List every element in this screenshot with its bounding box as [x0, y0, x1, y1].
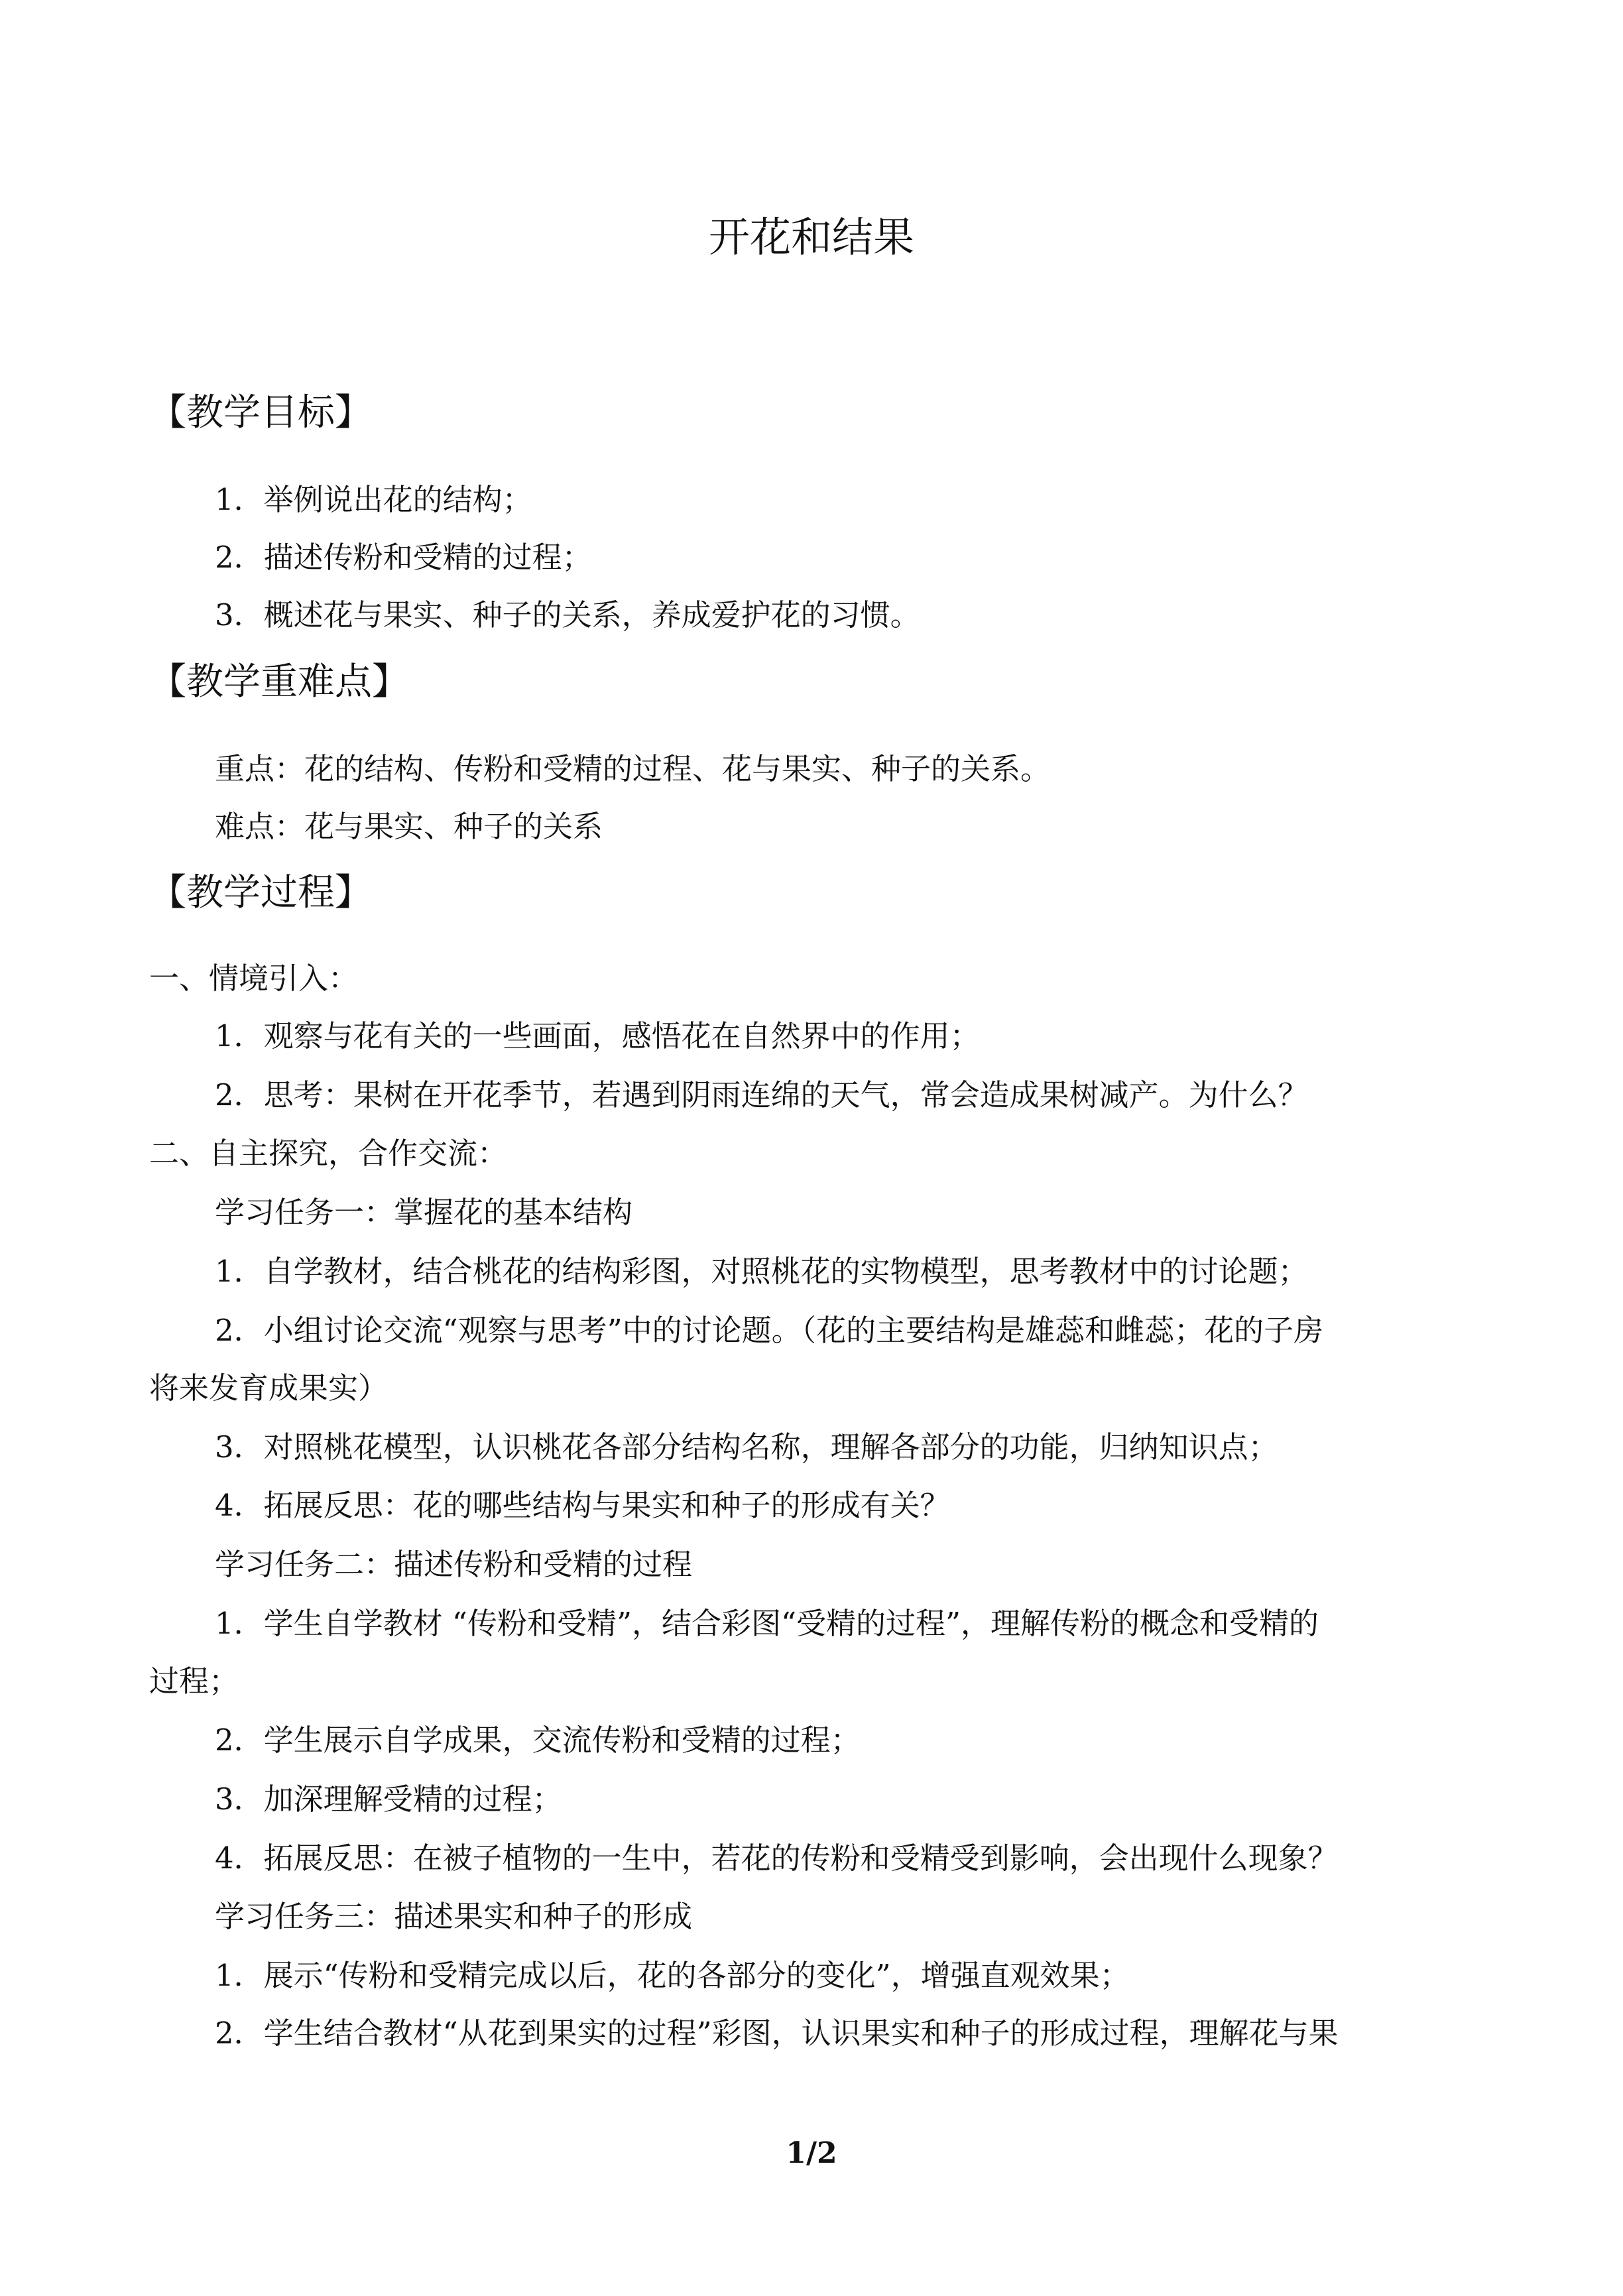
- task2-item-1: 1．学生自学教材 “传粉和受精”，结合彩图“受精的过程”，理解传粉的概念和受精的: [215, 1606, 1319, 1641]
- task3-item-1: 1．展示“传粉和受精完成以后，花的各部分的变化”，增强直观效果；: [215, 1958, 1130, 1993]
- page-number: 1/2: [786, 2136, 837, 2170]
- task3-title: 学习任务三：描述果实和种子的形成: [215, 1899, 693, 1934]
- objective-item-3: 3．概述花与果实、种子的关系，养成爱护花的习惯。: [215, 597, 920, 633]
- task2-item-1-continued: 过程；: [149, 1663, 239, 1699]
- task1-item-3: 3．对照桃花模型，认识桃花各部分结构名称，理解各部分的功能，归纳知识点；: [215, 1429, 1278, 1465]
- task2-item-4: 4．拓展反思：在被子植物的一生中，若花的传粉和受精受到影响，会出现什么现象？: [215, 1841, 1338, 1876]
- task2-item-2: 2．学生展示自学成果，交流传粉和受精的过程；: [215, 1722, 861, 1758]
- part2-title: 二、自主探究，合作交流：: [149, 1136, 508, 1171]
- task2-item-3: 3．加深理解受精的过程；: [215, 1782, 562, 1817]
- task1-item-1: 1．自学教材，结合桃花的结构彩图，对照桃花的实物模型，思考教材中的讨论题；: [215, 1254, 1308, 1289]
- objectives-heading: 【教学目标】: [149, 391, 372, 434]
- objective-item-2: 2．描述传粉和受精的过程；: [215, 540, 592, 575]
- page-title: 开花和结果: [708, 213, 914, 261]
- part1-item-1: 1．观察与花有关的一些画面，感悟花在自然界中的作用；: [215, 1018, 980, 1054]
- part1-item-2: 2．思考：果树在开花季节，若遇到阴雨连绵的天气，常会造成果树减产。为什么？: [215, 1077, 1308, 1113]
- task1-item-2-continued: 将来发育成果实）: [149, 1370, 389, 1406]
- task1-title: 学习任务一：掌握花的基本结构: [215, 1195, 633, 1230]
- part1-title: 一、情境引入：: [149, 961, 359, 996]
- task1-item-4: 4．拓展反思：花的哪些结构与果实和种子的形成有关？: [215, 1488, 950, 1523]
- task1-item-2: 2．小组讨论交流“观察与思考”中的讨论题。（花的主要结构是雄蕊和雌蕊；花的子房: [215, 1313, 1324, 1348]
- key-points-heading: 【教学重难点】: [149, 660, 409, 703]
- task2-title: 学习任务二：描述传粉和受精的过程: [215, 1547, 693, 1582]
- key-point-focus: 重点：花的结构、传粉和受精的过程、花与果实、种子的关系。: [215, 751, 1051, 786]
- key-point-difficulty: 难点：花与果实、种子的关系: [215, 809, 603, 844]
- objective-item-1: 1．举例说出花的结构；: [215, 482, 532, 517]
- process-heading: 【教学过程】: [149, 871, 372, 914]
- task3-item-2: 2．学生结合教材“从花到果实的过程”彩图，认识果实和种子的形成过程，理解花与果: [215, 2016, 1339, 2051]
